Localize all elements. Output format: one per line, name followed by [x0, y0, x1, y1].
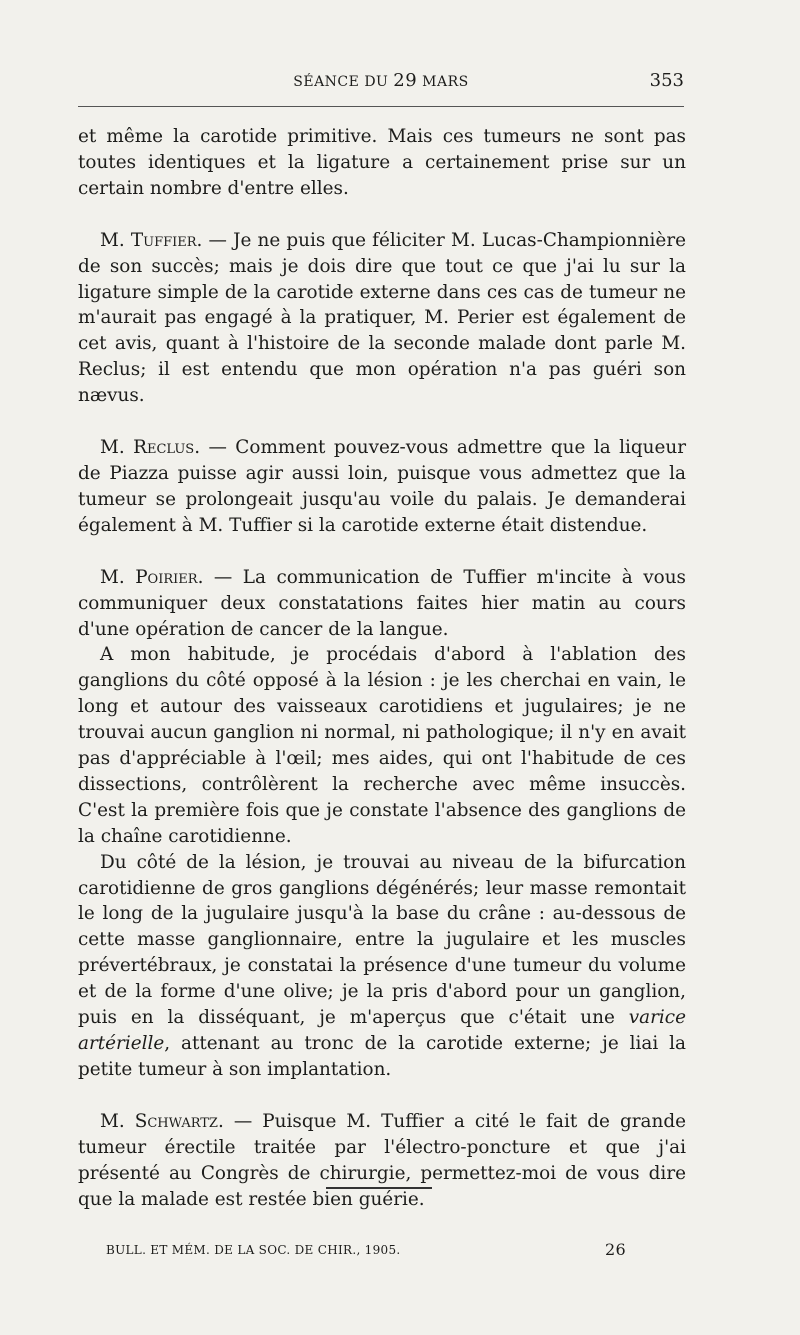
speaker-prefix: M.	[100, 566, 136, 588]
spacer	[78, 202, 686, 228]
speaker-prefix: M.	[100, 1110, 135, 1132]
paragraph-continuation: et même la carotide primitive. Mais ces tumeurs ne sont pas toutes identiques et la ligature a certainement prise sur un certain nombre d'entre elles.	[78, 126, 686, 199]
signature-number: 26	[605, 1240, 626, 1259]
poirier-remark: . — La communication de Tuffier m'incite à vous communiquer deux constatations faites hier matin au cours d'une opération de cancer de la langue.	[78, 566, 686, 640]
speaker-prefix: M.	[100, 229, 131, 251]
body-text	[78, 124, 686, 1212]
poirier-p3-start: Du côté de la lésion, je trouvai au niveau de la bifurcation carotidienne de gros ganglions dégénérés; leur masse remontait le long de la jugulaire jusqu'à la base du crâne : au-dessous de cette masse ganglionnaire, entre la jugulaire et les muscles prévertébraux, je constatai la présence d'une tumeur du volume et de la forme d'une olive; je la pris d'abord pour un ganglion, puis en la disséquant, je m'aperçus que c'était une	[78, 851, 686, 1029]
reclus-remark: . — Comment pouvez-vous admettre que la liqueur de Piazza puisse agir aussi loin, puisque vous admettez que la tumeur se prolongeait jusqu'au voile du palais. Je demanderai également à M. Tuffier si la carotide externe était distendue.	[78, 437, 686, 536]
spacer	[78, 539, 686, 565]
speaker-name-reclus: Reclus	[133, 437, 195, 459]
running-title-pre: SÉANCE DU	[293, 74, 389, 90]
header-rule	[78, 106, 684, 107]
spacer	[78, 409, 686, 435]
paragraph-schwartz	[78, 1109, 686, 1213]
running-title-day: 29	[393, 70, 418, 91]
running-title	[78, 70, 684, 91]
running-title-month: MARS	[422, 74, 469, 90]
speaker-name-schwartz: Schwartz	[134, 1110, 218, 1132]
running-header	[78, 70, 684, 94]
tuffier-remark: . — Je ne puis que féliciter M. Lucas-Championnière de son succès; mais je dois dire que tout ce que j'ai lu sur la ligature simple de la carotide externe dans ces cas de tumeur ne m'aurait pas engagé à la pratiquer, M. Perier est également de cet avis, quant à l'histoire de la seconde malade dont parle M. Reclus; il est entendu que mon opération n'a pas guéri son nævus.	[78, 229, 686, 407]
speaker-name-tuffier: Tuffier	[130, 229, 197, 251]
italic-term: varice artérielle	[78, 1007, 686, 1054]
section-end-rule	[326, 1187, 432, 1189]
paragraph-tuffier	[78, 228, 686, 409]
page-number: 353	[649, 70, 684, 91]
paragraph-poirier-3	[78, 850, 686, 1083]
speaker-name-poirier: Poirier	[135, 566, 198, 588]
spacer	[78, 1083, 686, 1109]
journal-citation: BULL. ET MÉM. DE LA SOC. DE CHIR., 1905.	[106, 1243, 401, 1257]
speaker-prefix: M.	[100, 437, 134, 459]
paragraph-poirier	[78, 565, 686, 643]
footer	[106, 1240, 626, 1263]
schwartz-remark: . — Puisque M. Tuffier a cité le fait de grande tumeur érectile traitée par l'électro-poncture et que j'ai présenté au Congrès de chirurgie, permettez-moi de vous dire que la malade est restée bien guérie.	[78, 1110, 686, 1210]
poirier-p3-end: , attenant au tronc de la carotide externe; je liai la petite tumeur à son implantation.	[78, 1033, 686, 1080]
paragraph-poirier-2: A mon habitude, je procédais d'abord à l'ablation des ganglions du côté opposé à la lésion : je les cherchai en vain, le long et autour des vaisseaux carotidiens et jugulaires; je ne trouvai aucun ganglion ni normal, ni pathologique; il n'y en avait pas d'appréciable à l'œil; mes aides, qui ont l'habitude de ces dissections, contrôlèrent la recherche avec même insuccès. C'est la première fois que je constate l'absence des ganglions de la chaîne carotidienne.	[78, 644, 686, 847]
paragraph-reclus	[78, 435, 686, 539]
